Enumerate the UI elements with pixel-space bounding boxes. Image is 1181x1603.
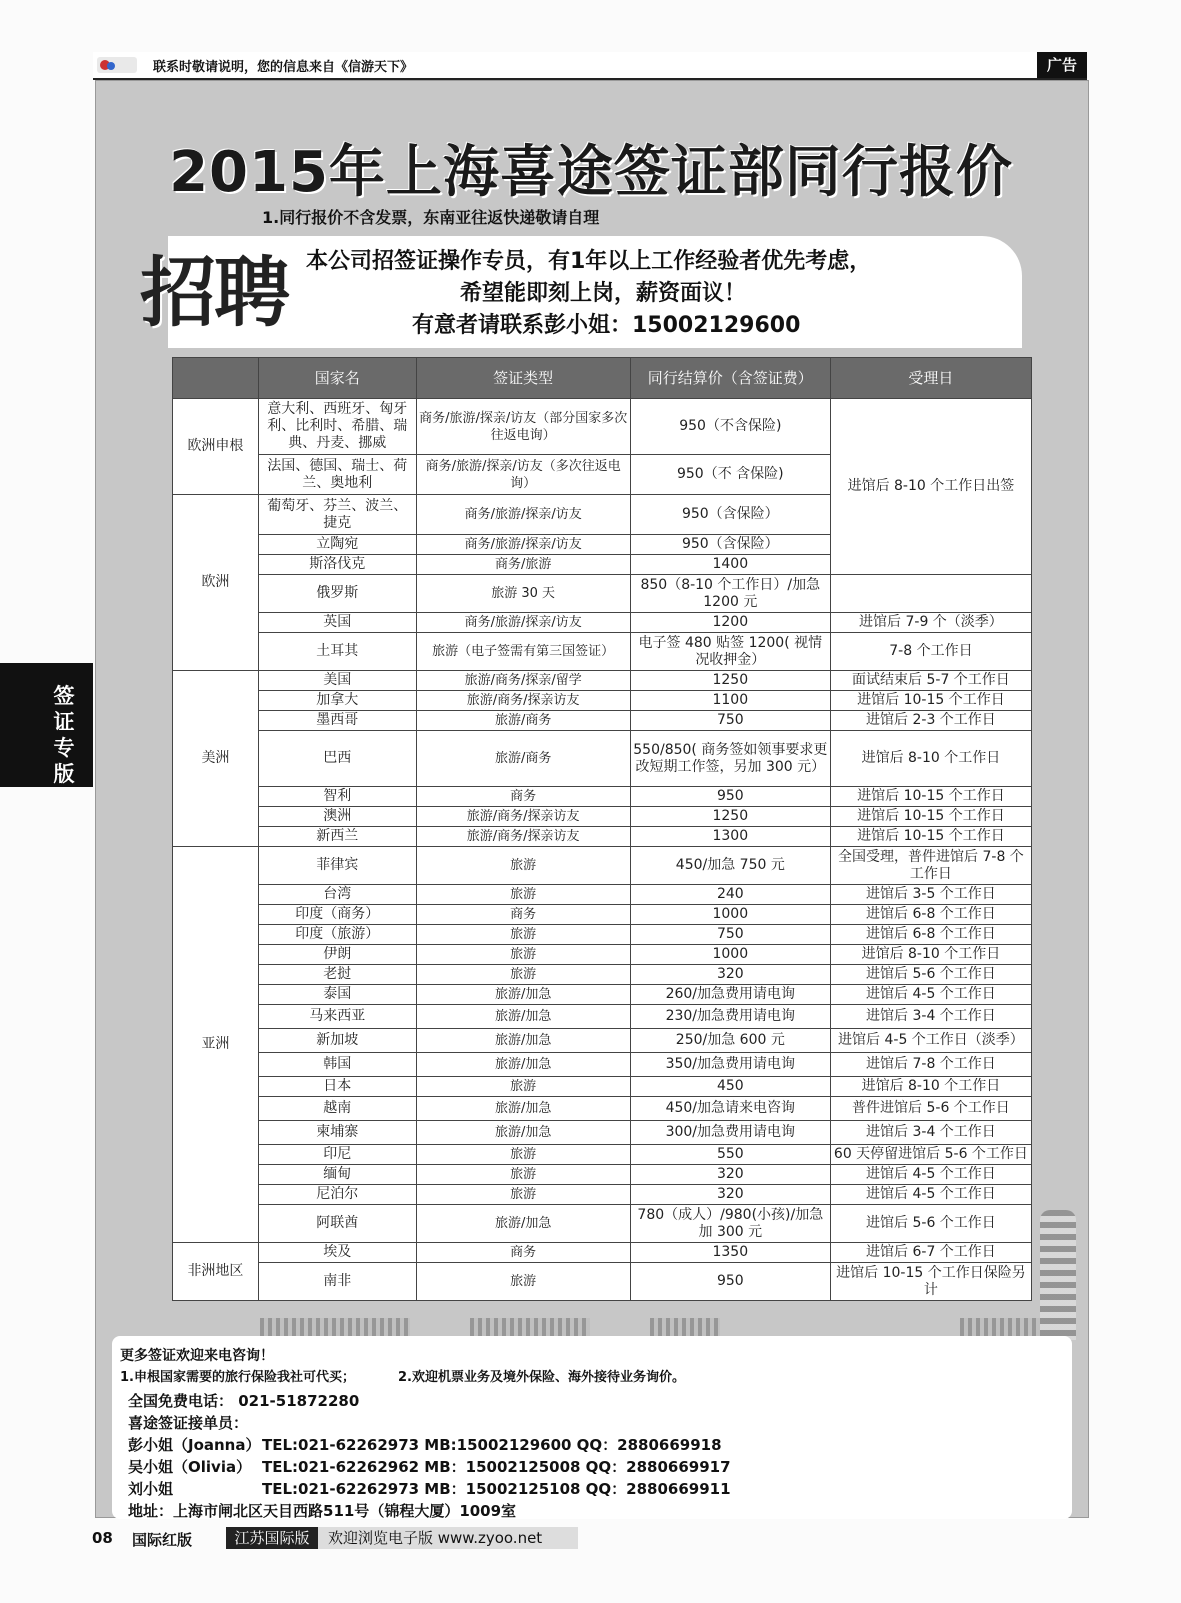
price-cell: 230/加急费用请电询 — [630, 1005, 830, 1029]
visa-type-cell: 旅游/加急 — [416, 1205, 630, 1243]
visa-type-cell: 旅游/加急 — [416, 1121, 630, 1145]
price-cell: 1100 — [630, 691, 830, 711]
processing-cell — [830, 575, 1031, 613]
visa-type-cell: 旅游/加急 — [416, 1053, 630, 1077]
header-country: 国家名 — [258, 358, 416, 399]
processing-cell: 进馆后 6-8 个工作日 — [830, 925, 1031, 945]
header-region — [173, 358, 259, 399]
visa-type-cell: 旅游/商务 — [416, 711, 630, 731]
contact-note-2: 2.欢迎机票业务及境外保险、海外接待业务询价。 — [398, 1370, 685, 1385]
visa-type-cell: 旅游 — [416, 1263, 630, 1301]
country-cell: 斯洛伐克 — [258, 555, 416, 575]
price-note: 1.同行报价不含发票，东南亚往返快递敬请自理 — [262, 208, 600, 227]
staff-title: 喜途签证接单员： — [128, 1414, 249, 1432]
visa-price-table — [172, 357, 1032, 1301]
staff-phone-3: TEL:021-62262973 MB：15002125108 QQ：2880669911 — [262, 1480, 731, 1498]
price-cell: 450 — [630, 1077, 830, 1097]
visa-type-cell: 旅游/商务 — [416, 731, 630, 787]
staff-name-3: 刘小姐 — [128, 1480, 174, 1498]
price-cell: 260/加急费用请电询 — [630, 985, 830, 1005]
country-cell: 澳洲 — [258, 807, 416, 827]
visa-type-cell: 商务/旅游/探亲/访友 — [416, 535, 630, 555]
price-cell: 950（含保险） — [630, 495, 830, 535]
table-row — [173, 945, 1032, 965]
section-side-tab — [0, 663, 93, 787]
visa-type-cell: 商务 — [416, 905, 630, 925]
price-cell: 950（不 含保险) — [630, 455, 830, 495]
visa-type-cell: 商务/旅游/探亲/访友 — [416, 495, 630, 535]
page-number: 08 — [92, 1529, 113, 1547]
price-cell: 550 — [630, 1145, 830, 1165]
region-cell: 美洲 — [173, 671, 259, 847]
processing-cell: 进馆后 6-8 个工作日 — [830, 905, 1031, 925]
table-row — [173, 633, 1032, 671]
country-cell: 俄罗斯 — [258, 575, 416, 613]
visa-type-cell: 旅游 — [416, 1145, 630, 1165]
country-cell: 加拿大 — [258, 691, 416, 711]
price-cell: 1250 — [630, 671, 830, 691]
processing-cell: 进馆后 10-15 个工作日 — [830, 787, 1031, 807]
price-cell: 250/加急 600 元 — [630, 1029, 830, 1053]
website-link[interactable]: 欢迎浏览电子版 www.zyoo.net — [318, 1527, 578, 1549]
processing-cell: 进馆后 6-7 个工作日 — [830, 1243, 1031, 1263]
price-cell: 电子签 480 贴签 1200( 视情况收押金） — [630, 633, 830, 671]
visa-type-cell: 商务/旅游/探亲/访友（部分国家多次往返电询） — [416, 399, 630, 455]
country-cell: 老挝 — [258, 965, 416, 985]
visa-type-cell: 商务 — [416, 787, 630, 807]
country-cell: 新加坡 — [258, 1029, 416, 1053]
processing-cell: 60 天停留进馆后 5-6 个工作日 — [830, 1145, 1031, 1165]
header-processing: 受理日 — [830, 358, 1031, 399]
country-cell: 伊朗 — [258, 945, 416, 965]
processing-cell: 进馆后 10-15 个工作日保险另计 — [830, 1263, 1031, 1301]
processing-cell: 进馆后 4-5 个工作日 — [830, 1185, 1031, 1205]
visa-type-cell: 旅游 30 天 — [416, 575, 630, 613]
address: 地址：上海市闸北区天目西路511号（锦程大厦）1009室 — [128, 1502, 517, 1520]
processing-cell: 全国受理，普件进馆后 7-8 个工作日 — [830, 847, 1031, 885]
table-row — [173, 1005, 1032, 1029]
visa-type-cell: 旅游/加急 — [416, 985, 630, 1005]
publisher-logo-icon — [97, 57, 137, 73]
table-row — [173, 807, 1032, 827]
visa-type-cell: 旅游 — [416, 1185, 630, 1205]
price-cell: 1250 — [630, 807, 830, 827]
tower-decoration-icon — [1040, 1210, 1076, 1340]
price-cell: 450/加急请来电咨询 — [630, 1097, 830, 1121]
table-row — [173, 1077, 1032, 1097]
processing-cell: 进馆后 8-10 个工作日 — [830, 1077, 1031, 1097]
building-decoration-icon — [650, 1318, 720, 1338]
table-row — [173, 671, 1032, 691]
table-row — [173, 1205, 1032, 1243]
table-row — [173, 1263, 1032, 1301]
table-row — [173, 985, 1032, 1005]
visa-type-cell: 旅游 — [416, 1077, 630, 1097]
processing-cell: 进馆后 5-6 个工作日 — [830, 965, 1031, 985]
visa-type-cell: 旅游/商务/探亲访友 — [416, 807, 630, 827]
country-cell: 南非 — [258, 1263, 416, 1301]
table-row — [173, 399, 1032, 455]
region-cell: 非洲地区 — [173, 1243, 259, 1301]
visa-type-cell: 旅游/商务/探亲访友 — [416, 827, 630, 847]
processing-cell: 进馆后 3-5 个工作日 — [830, 885, 1031, 905]
header-price: 同行结算价（含签证费） — [630, 358, 830, 399]
country-cell: 土耳其 — [258, 633, 416, 671]
table-row — [173, 1029, 1032, 1053]
table-row — [173, 1165, 1032, 1185]
price-cell: 950 — [630, 1263, 830, 1301]
table-row — [173, 691, 1032, 711]
country-cell: 日本 — [258, 1077, 416, 1097]
country-cell: 墨西哥 — [258, 711, 416, 731]
processing-cell: 进馆后 3-4 个工作日 — [830, 1005, 1031, 1029]
processing-cell: 进馆后 4-5 个工作日 — [830, 1165, 1031, 1185]
country-cell: 印度（商务） — [258, 905, 416, 925]
visa-type-cell: 旅游/加急 — [416, 1097, 630, 1121]
edition-label: 江苏国际版 — [226, 1527, 318, 1549]
page-title: 2015年上海喜途签证部同行报价 — [169, 140, 1013, 205]
price-cell: 320 — [630, 1165, 830, 1185]
price-cell: 320 — [630, 965, 830, 985]
country-cell: 泰国 — [258, 985, 416, 1005]
region-cell: 欧洲申根 — [173, 399, 259, 495]
visa-type-cell: 商务/旅游/探亲/访友（多次往返电询） — [416, 455, 630, 495]
price-cell: 1000 — [630, 945, 830, 965]
building-decoration-icon — [260, 1318, 410, 1338]
recruit-tag: 招聘 — [140, 248, 288, 337]
price-cell: 950（不含保险) — [630, 399, 830, 455]
country-cell: 立陶宛 — [258, 535, 416, 555]
table-row — [173, 905, 1032, 925]
table-row — [173, 711, 1032, 731]
hotline: 全国免费电话： 021-51872280 — [128, 1392, 360, 1410]
processing-cell: 进馆后 7-8 个工作日 — [830, 1053, 1031, 1077]
side-tab-label: 签证专版 — [53, 684, 75, 786]
recruit-contact: 有意者请联系彭小姐：15002129600 — [412, 313, 801, 338]
price-cell: 550/850( 商务签如领事要求更改短期工作签，另加 300 元） — [630, 731, 830, 787]
contact-more: 更多签证欢迎来电咨询！ — [120, 1348, 274, 1364]
staff-phone-1: TEL:021-62262973 MB:15002129600 QQ：2880669918 — [262, 1436, 722, 1454]
price-cell: 300/加急费用请电询 — [630, 1121, 830, 1145]
country-cell: 智利 — [258, 787, 416, 807]
visa-type-cell: 旅游（电子签需有第三国签证） — [416, 633, 630, 671]
country-cell: 韩国 — [258, 1053, 416, 1077]
processing-cell: 进馆后 10-15 个工作日 — [830, 807, 1031, 827]
price-cell: 950 — [630, 787, 830, 807]
table-row — [173, 965, 1032, 985]
country-cell: 意大利、西班牙、匈牙利、比利时、希腊、瑞典、丹麦、挪威 — [258, 399, 416, 455]
price-cell: 1350 — [630, 1243, 830, 1263]
country-cell: 巴西 — [258, 731, 416, 787]
processing-cell: 进馆后 2-3 个工作日 — [830, 711, 1031, 731]
visa-type-cell: 旅游 — [416, 885, 630, 905]
recruit-line-2: 希望能即刻上岗，薪资面议！ — [460, 281, 747, 306]
staff-phone-2: TEL:021-62262962 MB：15002125008 QQ：2880669917 — [262, 1458, 731, 1476]
country-cell: 印尼 — [258, 1145, 416, 1165]
processing-cell: 7-8 个工作日 — [830, 633, 1031, 671]
country-cell: 尼泊尔 — [258, 1185, 416, 1205]
ad-tag: 广告 — [1037, 52, 1087, 78]
table-row — [173, 847, 1032, 885]
price-cell: 850（8-10 个工作日）/加急 1200 元 — [630, 575, 830, 613]
processing-cell: 进馆后 7-9 个（淡季） — [830, 613, 1031, 633]
table-row — [173, 1185, 1032, 1205]
processing-cell: 进馆后 10-15 个工作日 — [830, 691, 1031, 711]
processing-cell: 进馆后 4-5 个工作日（淡季） — [830, 1029, 1031, 1053]
price-cell: 950（含保险） — [630, 535, 830, 555]
visa-type-cell: 商务 — [416, 1243, 630, 1263]
contact-note-1: 1.申根国家需要的旅行保险我社可代买； — [120, 1370, 355, 1385]
visa-type-cell: 旅游 — [416, 945, 630, 965]
building-decoration-icon — [470, 1318, 590, 1338]
table-row — [173, 787, 1032, 807]
top-bar — [93, 52, 1087, 80]
country-cell: 新西兰 — [258, 827, 416, 847]
processing-cell: 进馆后 3-4 个工作日 — [830, 1121, 1031, 1145]
visa-type-cell: 旅游 — [416, 925, 630, 945]
recruit-line-1: 本公司招签证操作专员，有1年以上工作经验者优先考虑， — [306, 249, 872, 274]
table-header-row — [173, 358, 1032, 399]
building-decoration-icon — [960, 1318, 1040, 1338]
table-row — [173, 925, 1032, 945]
price-cell: 1200 — [630, 613, 830, 633]
country-cell: 缅甸 — [258, 1165, 416, 1185]
processing-cell: 进馆后 8-10 个工作日 — [830, 945, 1031, 965]
price-cell: 750 — [630, 925, 830, 945]
price-cell: 1300 — [630, 827, 830, 847]
processing-cell: 普件进馆后 5-6 个工作日 — [830, 1097, 1031, 1121]
table-row — [173, 613, 1032, 633]
table-row — [173, 1121, 1032, 1145]
price-cell: 450/加急 750 元 — [630, 847, 830, 885]
price-cell: 240 — [630, 885, 830, 905]
region-cell: 欧洲 — [173, 495, 259, 671]
price-cell: 320 — [630, 1185, 830, 1205]
price-cell: 750 — [630, 711, 830, 731]
visa-type-cell: 旅游/商务/探亲访友 — [416, 691, 630, 711]
visa-type-cell: 旅游 — [416, 1165, 630, 1185]
table-row — [173, 1243, 1032, 1263]
publication-name: 国际红版 — [132, 1531, 193, 1549]
visa-type-cell: 旅游 — [416, 847, 630, 885]
price-cell: 350/加急费用请电询 — [630, 1053, 830, 1077]
processing-cell: 进馆后 10-15 个工作日 — [830, 827, 1031, 847]
country-cell: 越南 — [258, 1097, 416, 1121]
visa-type-cell: 商务/旅游 — [416, 555, 630, 575]
table-row — [173, 1145, 1032, 1165]
visa-type-cell: 旅游 — [416, 965, 630, 985]
visa-type-cell: 旅游/商务/探亲/留学 — [416, 671, 630, 691]
table-row — [173, 1097, 1032, 1121]
processing-cell: 进馆后 5-6 个工作日 — [830, 1205, 1031, 1243]
table-row — [173, 575, 1032, 613]
country-cell: 法国、德国、瑞士、荷兰、奥地利 — [258, 455, 416, 495]
country-cell: 台湾 — [258, 885, 416, 905]
country-cell: 葡萄牙、芬兰、波兰、捷克 — [258, 495, 416, 535]
visa-type-cell: 旅游/加急 — [416, 1029, 630, 1053]
table-row — [173, 885, 1032, 905]
table-row — [173, 731, 1032, 787]
country-cell: 柬埔寨 — [258, 1121, 416, 1145]
country-cell: 阿联酋 — [258, 1205, 416, 1243]
table-row — [173, 827, 1032, 847]
processing-cell: 进馆后 8-10 个工作日出签 — [830, 399, 1031, 575]
region-cell: 亚洲 — [173, 847, 259, 1243]
country-cell: 英国 — [258, 613, 416, 633]
country-cell: 埃及 — [258, 1243, 416, 1263]
country-cell: 美国 — [258, 671, 416, 691]
country-cell: 马来西亚 — [258, 1005, 416, 1029]
visa-type-cell: 旅游/加急 — [416, 1005, 630, 1029]
header-visa-type: 签证类型 — [416, 358, 630, 399]
country-cell: 菲律宾 — [258, 847, 416, 885]
price-cell: 780（成人）/980(小孩)/加急加 300 元 — [630, 1205, 830, 1243]
staff-name-2: 吴小姐（Olivia） — [128, 1458, 252, 1476]
processing-cell: 面试结束后 5-7 个工作日 — [830, 671, 1031, 691]
source-note: 联系时敬请说明，您的信息来自《信游天下》 — [153, 60, 414, 75]
price-cell: 1000 — [630, 905, 830, 925]
price-cell: 1400 — [630, 555, 830, 575]
staff-name-1: 彭小姐（Joanna） — [128, 1436, 261, 1454]
table-row — [173, 1053, 1032, 1077]
country-cell: 印度（旅游） — [258, 925, 416, 945]
processing-cell: 进馆后 4-5 个工作日 — [830, 985, 1031, 1005]
processing-cell: 进馆后 8-10 个工作日 — [830, 731, 1031, 787]
visa-type-cell: 商务/旅游/探亲/访友 — [416, 613, 630, 633]
